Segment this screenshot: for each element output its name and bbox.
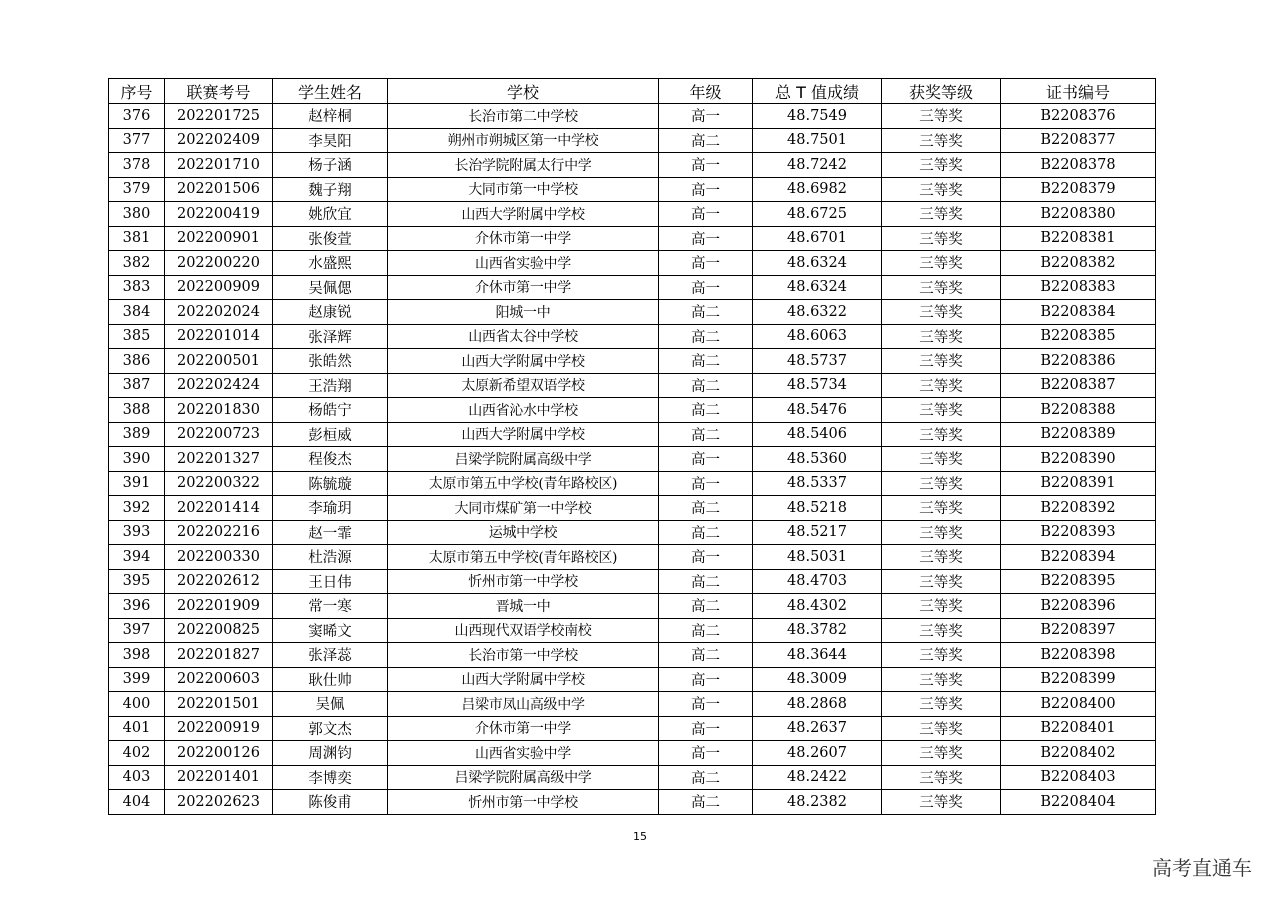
cell-student-name: 王日伟 [273,569,388,594]
table-row [109,692,1156,717]
cell-score: 48.5031 [753,545,882,570]
cell-score: 48.5476 [753,398,882,423]
cell-exam-id: 202202216 [165,520,273,545]
table-row [109,447,1156,472]
cell-student-name: 杨皓宁 [273,398,388,423]
cell-certificate: B2208399 [1001,667,1156,692]
cell-school: 山西大学附属中学校 [388,349,659,374]
header-cell-school: 学校 [388,79,659,104]
cell-index: 403 [109,765,165,790]
cell-exam-id: 202200322 [165,471,273,496]
cell-score: 48.6701 [753,226,882,251]
cell-school: 山西大学附属中学校 [388,667,659,692]
cell-grade: 高二 [659,643,753,668]
cell-award: 三等奖 [882,545,1001,570]
cell-student-name: 赵一霏 [273,520,388,545]
cell-school: 长治学院附属太行中学 [388,153,659,178]
cell-school: 山西大学附属中学校 [388,202,659,227]
cell-school: 山西大学附属中学校 [388,422,659,447]
cell-score: 48.5737 [753,349,882,374]
cell-exam-id: 202201909 [165,594,273,619]
cell-student-name: 杨子涵 [273,153,388,178]
cell-school: 太原市第五中学校(青年路校区) [388,471,659,496]
cell-score: 48.2422 [753,765,882,790]
cell-student-name: 陈俊甫 [273,790,388,815]
cell-award: 三等奖 [882,496,1001,521]
header-cell-exam-id: 联赛考号 [165,79,273,104]
cell-index: 377 [109,128,165,153]
cell-index: 395 [109,569,165,594]
table-row [109,398,1156,423]
cell-score: 48.5406 [753,422,882,447]
cell-index: 384 [109,300,165,325]
cell-student-name: 周渊钧 [273,741,388,766]
cell-grade: 高一 [659,275,753,300]
cell-score: 48.6324 [753,251,882,276]
cell-award: 三等奖 [882,741,1001,766]
cell-award: 三等奖 [882,667,1001,692]
cell-certificate: B2208378 [1001,153,1156,178]
table-row [109,177,1156,202]
cell-certificate: B2208391 [1001,471,1156,496]
cell-award: 三等奖 [882,447,1001,472]
cell-grade: 高二 [659,520,753,545]
cell-index: 397 [109,618,165,643]
cell-exam-id: 202202612 [165,569,273,594]
cell-score: 48.7549 [753,104,882,129]
cell-school: 长治市第二中学校 [388,104,659,129]
cell-exam-id: 202202424 [165,373,273,398]
cell-exam-id: 202201506 [165,177,273,202]
cell-certificate: B2208377 [1001,128,1156,153]
cell-award: 三等奖 [882,520,1001,545]
cell-grade: 高二 [659,422,753,447]
cell-certificate: B2208402 [1001,741,1156,766]
cell-grade: 高二 [659,765,753,790]
cell-score: 48.7242 [753,153,882,178]
cell-grade: 高一 [659,226,753,251]
cell-award: 三等奖 [882,569,1001,594]
header-cell-student-name: 学生姓名 [273,79,388,104]
cell-score: 48.5360 [753,447,882,472]
cell-grade: 高二 [659,790,753,815]
cell-certificate: B2208390 [1001,447,1156,472]
cell-student-name: 王浩翔 [273,373,388,398]
cell-certificate: B2208385 [1001,324,1156,349]
cell-grade: 高一 [659,447,753,472]
cell-grade: 高二 [659,496,753,521]
cell-student-name: 郭文杰 [273,716,388,741]
cell-score: 48.3644 [753,643,882,668]
cell-certificate: B2208397 [1001,618,1156,643]
cell-exam-id: 202200919 [165,716,273,741]
cell-score: 48.7501 [753,128,882,153]
cell-grade: 高一 [659,692,753,717]
cell-index: 383 [109,275,165,300]
cell-award: 三等奖 [882,643,1001,668]
page-number: 15 [633,830,647,843]
cell-index: 381 [109,226,165,251]
table-row [109,202,1156,227]
header-cell-certificate: 证书编号 [1001,79,1156,104]
cell-score: 48.6063 [753,324,882,349]
table-row [109,128,1156,153]
table-row [109,741,1156,766]
cell-student-name: 李瑜玥 [273,496,388,521]
cell-score: 48.6982 [753,177,882,202]
cell-certificate: B2208395 [1001,569,1156,594]
cell-certificate: B2208383 [1001,275,1156,300]
table-row [109,104,1156,129]
cell-award: 三等奖 [882,594,1001,619]
cell-certificate: B2208400 [1001,692,1156,717]
cell-award: 三等奖 [882,104,1001,129]
cell-school: 山西省实验中学 [388,251,659,276]
table-row [109,324,1156,349]
cell-student-name: 吴佩偲 [273,275,388,300]
header-cell-award: 获奖等级 [882,79,1001,104]
cell-student-name: 常一寒 [273,594,388,619]
cell-certificate: B2208382 [1001,251,1156,276]
cell-award: 三等奖 [882,226,1001,251]
cell-index: 402 [109,741,165,766]
table-row [109,300,1156,325]
cell-award: 三等奖 [882,373,1001,398]
cell-score: 48.6324 [753,275,882,300]
cell-school: 介休市第一中学 [388,275,659,300]
cell-grade: 高二 [659,398,753,423]
table-row [109,226,1156,251]
cell-school: 长治市第一中学校 [388,643,659,668]
cell-score: 48.2868 [753,692,882,717]
cell-student-name: 陈毓璇 [273,471,388,496]
cell-school: 忻州市第一中学校 [388,790,659,815]
cell-exam-id: 202200723 [165,422,273,447]
cell-grade: 高二 [659,594,753,619]
cell-exam-id: 202200825 [165,618,273,643]
cell-grade: 高一 [659,177,753,202]
cell-grade: 高一 [659,667,753,692]
cell-award: 三等奖 [882,349,1001,374]
cell-award: 三等奖 [882,153,1001,178]
cell-student-name: 程俊杰 [273,447,388,472]
cell-award: 三等奖 [882,471,1001,496]
cell-certificate: B2208403 [1001,765,1156,790]
cell-certificate: B2208393 [1001,520,1156,545]
cell-award: 三等奖 [882,422,1001,447]
cell-school: 山西现代双语学校南校 [388,618,659,643]
cell-award: 三等奖 [882,790,1001,815]
cell-school: 大同市煤矿第一中学校 [388,496,659,521]
cell-index: 390 [109,447,165,472]
cell-student-name: 张俊萱 [273,226,388,251]
cell-award: 三等奖 [882,398,1001,423]
cell-school: 吕梁学院附属高级中学 [388,765,659,790]
header-cell-index: 序号 [109,79,165,104]
cell-index: 392 [109,496,165,521]
table-row [109,643,1156,668]
cell-score: 48.5734 [753,373,882,398]
cell-school: 运城中学校 [388,520,659,545]
table-row [109,422,1156,447]
cell-score: 48.2637 [753,716,882,741]
table-row [109,275,1156,300]
header-cell-grade: 年级 [659,79,753,104]
table-row [109,153,1156,178]
cell-certificate: B2208388 [1001,398,1156,423]
table-row [109,716,1156,741]
cell-index: 382 [109,251,165,276]
cell-school: 山西省太谷中学校 [388,324,659,349]
cell-index: 378 [109,153,165,178]
cell-school: 山西省实验中学 [388,741,659,766]
table-row [109,569,1156,594]
cell-school: 大同市第一中学校 [388,177,659,202]
cell-exam-id: 202202623 [165,790,273,815]
cell-award: 三等奖 [882,716,1001,741]
cell-score: 48.6322 [753,300,882,325]
results-table [108,78,1156,815]
cell-award: 三等奖 [882,251,1001,276]
cell-exam-id: 202201710 [165,153,273,178]
cell-school: 吕梁学院附属高级中学 [388,447,659,472]
cell-grade: 高一 [659,153,753,178]
table-row [109,520,1156,545]
cell-index: 401 [109,716,165,741]
cell-student-name: 吴佩 [273,692,388,717]
cell-award: 三等奖 [882,692,1001,717]
cell-grade: 高二 [659,300,753,325]
cell-grade: 高二 [659,373,753,398]
cell-exam-id: 202201327 [165,447,273,472]
cell-index: 388 [109,398,165,423]
cell-exam-id: 202200126 [165,741,273,766]
cell-index: 379 [109,177,165,202]
cell-certificate: B2208389 [1001,422,1156,447]
table-row [109,545,1156,570]
cell-school: 介休市第一中学 [388,226,659,251]
cell-certificate: B2208394 [1001,545,1156,570]
table-row [109,618,1156,643]
cell-grade: 高二 [659,569,753,594]
cell-index: 398 [109,643,165,668]
cell-exam-id: 202200909 [165,275,273,300]
cell-school: 阳城一中 [388,300,659,325]
cell-exam-id: 202202409 [165,128,273,153]
cell-index: 396 [109,594,165,619]
cell-award: 三等奖 [882,128,1001,153]
table-row [109,349,1156,374]
cell-school: 朔州市朔城区第一中学校 [388,128,659,153]
cell-exam-id: 202200419 [165,202,273,227]
cell-exam-id: 202200330 [165,545,273,570]
cell-award: 三等奖 [882,275,1001,300]
cell-certificate: B2208396 [1001,594,1156,619]
cell-exam-id: 202201414 [165,496,273,521]
cell-student-name: 张泽辉 [273,324,388,349]
cell-exam-id: 202200220 [165,251,273,276]
cell-exam-id: 202200901 [165,226,273,251]
cell-certificate: B2208401 [1001,716,1156,741]
cell-grade: 高一 [659,545,753,570]
cell-student-name: 姚欣宜 [273,202,388,227]
table-row [109,251,1156,276]
cell-index: 400 [109,692,165,717]
cell-grade: 高二 [659,324,753,349]
cell-exam-id: 202201014 [165,324,273,349]
cell-index: 391 [109,471,165,496]
cell-index: 386 [109,349,165,374]
cell-exam-id: 202201501 [165,692,273,717]
cell-school: 山西省沁水中学校 [388,398,659,423]
cell-student-name: 耿仕帅 [273,667,388,692]
cell-school: 太原新希望双语学校 [388,373,659,398]
cell-school: 太原市第五中学校(青年路校区) [388,545,659,570]
table-row [109,373,1156,398]
cell-score: 48.3782 [753,618,882,643]
cell-award: 三等奖 [882,202,1001,227]
cell-student-name: 水盛熙 [273,251,388,276]
cell-certificate: B2208376 [1001,104,1156,129]
cell-score: 48.4302 [753,594,882,619]
cell-certificate: B2208387 [1001,373,1156,398]
cell-index: 399 [109,667,165,692]
watermark-text: 高考直通车 [1152,856,1252,880]
table-body [109,104,1156,815]
cell-exam-id: 202201401 [165,765,273,790]
cell-school: 忻州市第一中学校 [388,569,659,594]
cell-award: 三等奖 [882,618,1001,643]
cell-index: 376 [109,104,165,129]
cell-certificate: B2208380 [1001,202,1156,227]
cell-award: 三等奖 [882,765,1001,790]
table-row [109,790,1156,815]
header-cell-score: 总 T 值成绩 [753,79,882,104]
cell-index: 394 [109,545,165,570]
header-row [109,79,1156,104]
cell-grade: 高二 [659,128,753,153]
cell-score: 48.2607 [753,741,882,766]
cell-certificate: B2208384 [1001,300,1156,325]
cell-score: 48.3009 [753,667,882,692]
cell-award: 三等奖 [882,177,1001,202]
table-row [109,667,1156,692]
cell-exam-id: 202200603 [165,667,273,692]
cell-student-name: 魏子翔 [273,177,388,202]
cell-index: 385 [109,324,165,349]
table-row [109,471,1156,496]
cell-score: 48.2382 [753,790,882,815]
cell-score: 48.6725 [753,202,882,227]
cell-student-name: 张泽蕊 [273,643,388,668]
cell-certificate: B2208404 [1001,790,1156,815]
table-row [109,765,1156,790]
cell-school: 晋城一中 [388,594,659,619]
cell-school: 介休市第一中学 [388,716,659,741]
cell-exam-id: 202201830 [165,398,273,423]
table-row [109,496,1156,521]
cell-grade: 高一 [659,471,753,496]
cell-grade: 高二 [659,618,753,643]
cell-grade: 高一 [659,104,753,129]
cell-certificate: B2208392 [1001,496,1156,521]
cell-exam-id: 202201827 [165,643,273,668]
cell-certificate: B2208398 [1001,643,1156,668]
cell-index: 404 [109,790,165,815]
cell-score: 48.5337 [753,471,882,496]
cell-score: 48.4703 [753,569,882,594]
cell-index: 380 [109,202,165,227]
cell-grade: 高二 [659,349,753,374]
cell-award: 三等奖 [882,324,1001,349]
cell-student-name: 张皓然 [273,349,388,374]
cell-index: 387 [109,373,165,398]
cell-student-name: 窦晞文 [273,618,388,643]
cell-index: 393 [109,520,165,545]
cell-grade: 高一 [659,716,753,741]
cell-exam-id: 202200501 [165,349,273,374]
cell-student-name: 赵康锐 [273,300,388,325]
cell-school: 吕梁市凤山高级中学 [388,692,659,717]
cell-student-name: 李昊阳 [273,128,388,153]
cell-score: 48.5218 [753,496,882,521]
cell-grade: 高一 [659,251,753,276]
cell-student-name: 杜浩源 [273,545,388,570]
cell-student-name: 赵梓桐 [273,104,388,129]
cell-index: 389 [109,422,165,447]
cell-student-name: 李博奕 [273,765,388,790]
cell-score: 48.5217 [753,520,882,545]
cell-grade: 高一 [659,741,753,766]
table-row [109,594,1156,619]
cell-award: 三等奖 [882,300,1001,325]
cell-grade: 高一 [659,202,753,227]
cell-exam-id: 202201725 [165,104,273,129]
cell-certificate: B2208379 [1001,177,1156,202]
cell-student-name: 彭桓威 [273,422,388,447]
cell-certificate: B2208381 [1001,226,1156,251]
cell-exam-id: 202202024 [165,300,273,325]
cell-certificate: B2208386 [1001,349,1156,374]
